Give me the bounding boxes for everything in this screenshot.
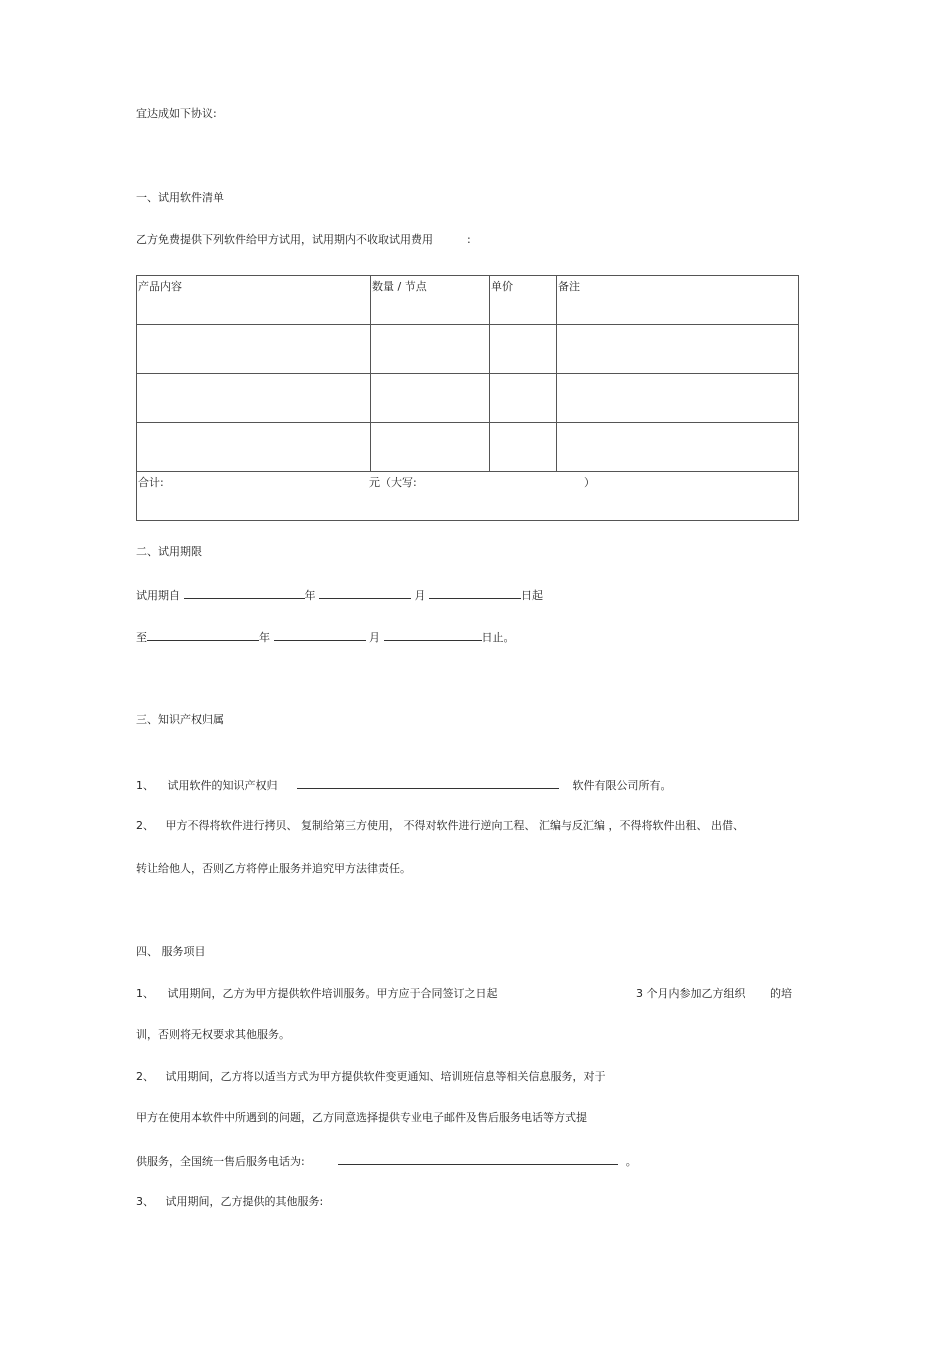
service-item1-text-c: 的培	[770, 987, 792, 1000]
item-number: 3、	[136, 1195, 154, 1208]
year-label: 年	[259, 631, 270, 644]
item-number: 2、	[136, 1070, 154, 1083]
service-item1-text-b: 3 个月内参加乙方组织	[636, 987, 746, 1000]
table-cell	[557, 374, 799, 423]
header-unit-price: 单价	[490, 276, 557, 325]
ip-item2-line1: 甲方不得将软件进行拷贝、 复制给第三方使用， 不得对软件进行逆向工程、 汇编与反汇编 ，不得将软件出租、 出借、	[165, 819, 744, 832]
table-cell	[557, 423, 799, 472]
total-yuan-label: 元（大写:	[369, 476, 417, 489]
trial-start-line	[136, 587, 543, 603]
end-suffix: 日止。	[481, 631, 515, 644]
month-label: 月	[369, 631, 380, 644]
section1-desc	[136, 233, 471, 247]
start-day-blank[interactable]	[429, 587, 521, 599]
table-row	[137, 374, 799, 423]
table-cell	[490, 325, 557, 374]
ip-owner-blank[interactable]	[297, 777, 559, 789]
table-cell	[490, 374, 557, 423]
year-label: 年	[304, 589, 316, 602]
ip-item2-line2: 转让给他人，否则乙方将停止服务并追究甲方法律责任。	[136, 862, 411, 875]
end-year-blank[interactable]	[147, 629, 259, 641]
table-header-row	[137, 276, 799, 325]
section1-heading: 一、试用软件清单	[136, 191, 224, 204]
to-label: 至	[136, 631, 147, 644]
service-item3-text: 试用期间，乙方提供的其他服务:	[165, 1195, 324, 1208]
from-label: 试用期自	[136, 589, 180, 602]
section1-desc-colon: :	[467, 233, 471, 246]
table-cell	[490, 423, 557, 472]
service-item1-text-a: 试用期间，乙方为甲方提供软件培训服务。甲方应于合同签订之日起	[167, 987, 498, 1000]
table-cell	[557, 325, 799, 374]
header-remarks: 备注	[557, 276, 799, 325]
ip-item1-text: 试用软件的知识产权归	[167, 779, 278, 792]
table-cell	[371, 374, 490, 423]
item-number: 2、	[136, 819, 154, 832]
hotline-blank[interactable]	[338, 1153, 618, 1165]
service-item2-line3	[136, 1153, 637, 1169]
section2-heading: 二、试用期限	[136, 545, 202, 558]
start-month-blank[interactable]	[319, 587, 411, 599]
month-label: 月	[414, 589, 426, 602]
total-label: 合计:	[138, 476, 164, 489]
table-cell	[137, 423, 371, 472]
item-number: 1、	[136, 987, 154, 1000]
table-cell	[371, 325, 490, 374]
total-cell	[137, 472, 799, 521]
end-month-blank[interactable]	[274, 629, 366, 641]
service-item2-line1: 试用期间，乙方将以适当方式为甲方提供软件变更通知、培训班信息等相关信息服务，对于	[165, 1070, 606, 1083]
service-item3	[136, 1195, 323, 1209]
table-cell	[137, 374, 371, 423]
header-quantity: 数量 / 节点	[371, 276, 490, 325]
end-day-blank[interactable]	[384, 629, 482, 641]
section3-heading: 三、知识产权归属	[136, 713, 224, 726]
start-year-blank[interactable]	[184, 587, 305, 599]
intro-text: 宜达成如下协议:	[136, 107, 217, 120]
table-cell	[371, 423, 490, 472]
hotline-label: 供服务，全国统一售后服务电话为:	[136, 1155, 305, 1168]
service-item2-line2: 甲方在使用本软件中所遇到的问题，乙方同意选择提供专业电子邮件及售后服务电话等方式提	[136, 1111, 587, 1124]
table-total-row	[137, 472, 799, 521]
software-list-table	[136, 275, 799, 521]
service-item1-line2: 训，否则将无权要求其他服务。	[136, 1028, 290, 1041]
ip-item2	[136, 819, 744, 833]
hotline-period: 。	[625, 1155, 637, 1168]
service-item2	[136, 1070, 606, 1084]
start-suffix: 日起	[521, 589, 543, 602]
table-row	[137, 325, 799, 374]
ip-item1	[136, 777, 672, 793]
header-product: 产品内容	[137, 276, 371, 325]
ip-item1-suffix: 软件有限公司所有。	[572, 779, 672, 792]
total-close-paren: ）	[584, 476, 595, 489]
section4-heading: 四、 服务项目	[136, 945, 206, 958]
item-number: 1、	[136, 779, 154, 792]
section1-desc-text: 乙方免费提供下列软件给甲方试用，试用期内不收取试用费用	[136, 233, 433, 246]
service-item1	[136, 987, 498, 1001]
trial-end-line	[136, 629, 515, 645]
table-cell	[137, 325, 371, 374]
table-row	[137, 423, 799, 472]
